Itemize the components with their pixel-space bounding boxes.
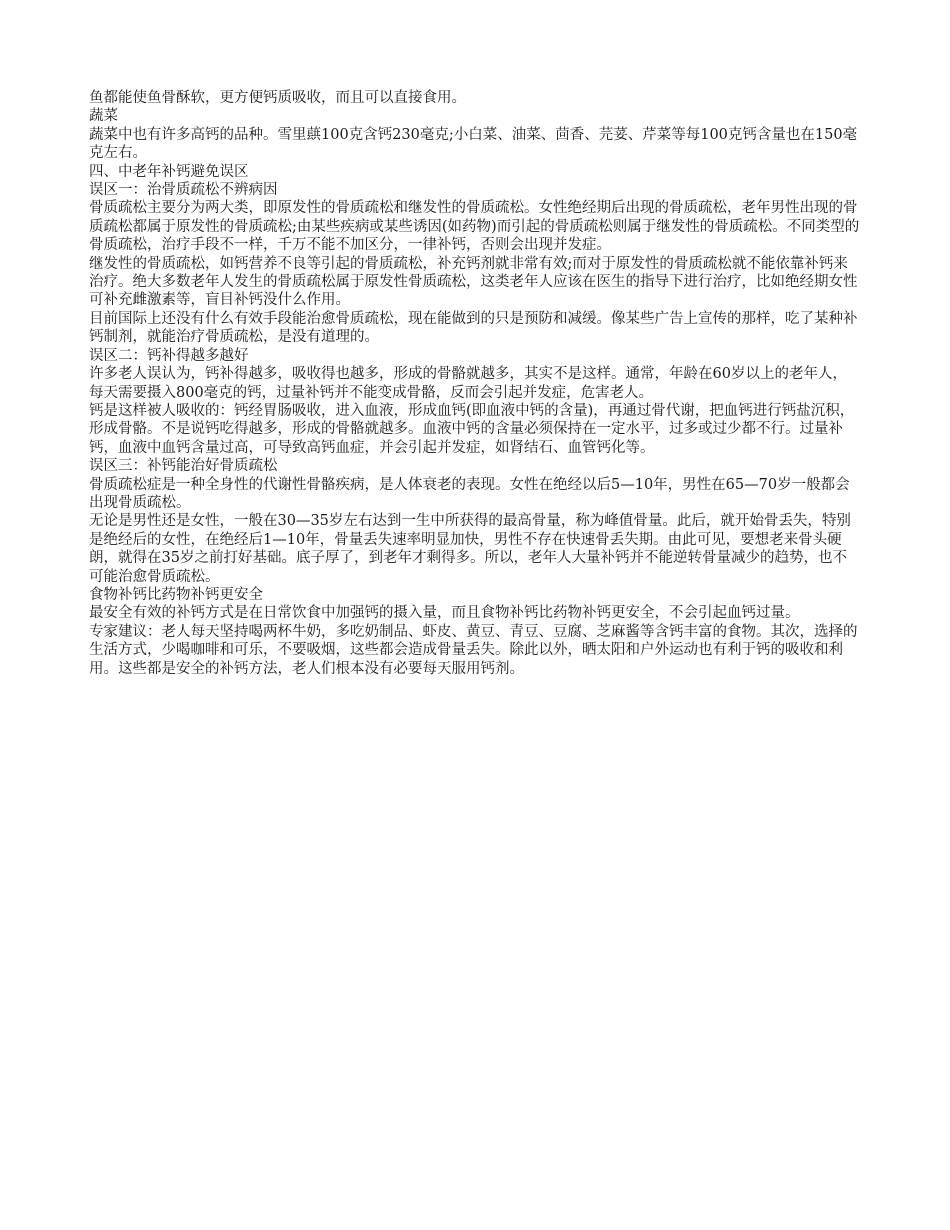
paragraph-no-cure: 目前国际上还没有什么有效手段能治愈骨质疏松，现在能做到的只是预防和减缓。像某些广告上宣传的那样，吃了某种补钙制剂，就能治疗骨质疏松，是没有道理的。 <box>89 310 858 346</box>
paragraph-safe-method: 最安全有效的补钙方式是在日常饮食中加强钙的摄入量，而且食物补钙比药物补钙更安全，不会引起血钙过量。 <box>89 605 800 622</box>
paragraph-expert-advice: 专家建议：老人每天坚持喝两杯牛奶，多吃奶制品、虾皮、黄豆、青豆、豆腐、芝麻酱等含钙丰富的食物。其次，选择的生活方式，少喝咖啡和可乐，不要吸烟，这些都会造成骨量丢失。除此以外，晒太阳和户外运动也有利于钙的吸收和利用。这些都是安全的补钙方法，老人们根本没有必要每天服用钙剂。 <box>89 623 858 677</box>
paragraph-osteoporosis-types: 骨质疏松主要分为两大类，即原发性的骨质疏松和继发性的骨质疏松。女性绝经期后出现的骨质疏松，老年男性出现的骨质疏松都属于原发性的骨质疏松;由某些疾病或某些诱因(如药物)而引起的骨质疏松则属于继发性的骨质疏松。不同类型的骨质疏松，治疗手段不一样，千万不能不加区分，一律补钙，否则会出现并发症。 <box>89 200 860 254</box>
paragraph-vegetables: 蔬菜中也有许多高钙的品种。雪里蕻100克含钙230毫克;小白菜、油菜、茴香、芫荽、芹菜等每100克钙含量也在150毫克左右。 <box>89 126 858 162</box>
heading-food-calcium: 食物补钙比药物补钙更安全 <box>89 586 263 603</box>
paragraph-peak-bone-mass: 无论是男性还是女性，一般在30—35岁左右达到一生中所获得的最高骨量，称为峰值骨量。此后，就开始骨丢失，特别是绝经后的女性，在绝经后1—10年，骨量丢失速率明显加快，男性不存在快速骨丢失期。由此可见，要想老来骨头硬朗，就得在35岁之前打好基础。底子厚了，到老年才剩得多。所以，老年人大量补钙并不能逆转骨量减少的趋势，也不可能治愈骨质疏松。 <box>89 513 851 585</box>
paragraph-calcium-absorption: 钙是这样被人吸收的：钙经胃肠吸收，进入血液，形成血钙(即血液中钙的含量)，再通过骨代谢，把血钙进行钙盐沉积，形成骨骼。不是说钙吃得越多，形成的骨骼就越多。血液中钙的含量必须保持在一定水平，过多或过少都不行。过量补钙，血液中血钙含量过高，可导致高钙血症，并会引起并发症，如肾结石、血管钙化等。 <box>89 402 855 456</box>
document-body <box>89 89 861 678</box>
paragraph-calcium-intake: 许多老人误认为，钙补得越多，吸收得也越多，形成的骨骼就越多，其实不是这样。通常，年龄在60岁以上的老年人，每天需要摄入800毫克的钙，过量补钙并不能变成骨骼，反而会引起并发症，危害老人。 <box>89 366 847 401</box>
heading-myth-two: 误区二：钙补得越多越好 <box>89 347 249 364</box>
paragraph-aging-disease: 骨质疏松症是一种全身性的代谢性骨骼疾病，是人体衰老的表现。女性在绝经以后5—10年，男性在65—70岁一般都会出现骨质疏松。 <box>89 476 850 511</box>
heading-section-four: 四、中老年补钙避免误区 <box>89 163 249 180</box>
paragraph-secondary-osteoporosis: 继发性的骨质疏松，如钙营养不良等引起的骨质疏松，补充钙剂就非常有效;而对于原发性的骨质疏松就不能依靠补钙来治疗。绝大多数老年人发生的骨质疏松属于原发性骨质疏松，这类老年人应该在医生的指导下进行治疗，比如绝经期女性可补充雌激素等，盲目补钙没什么作用。 <box>89 255 858 309</box>
paragraph-fish-intro: 鱼都能使鱼骨酥软，更方便钙质吸收，而且可以直接食用。 <box>89 90 466 106</box>
heading-myth-one: 误区一：治骨质疏松不辨病因 <box>89 182 278 199</box>
heading-vegetables: 蔬菜 <box>89 108 118 125</box>
heading-myth-three: 误区三：补钙能治好骨质疏松 <box>89 458 278 475</box>
